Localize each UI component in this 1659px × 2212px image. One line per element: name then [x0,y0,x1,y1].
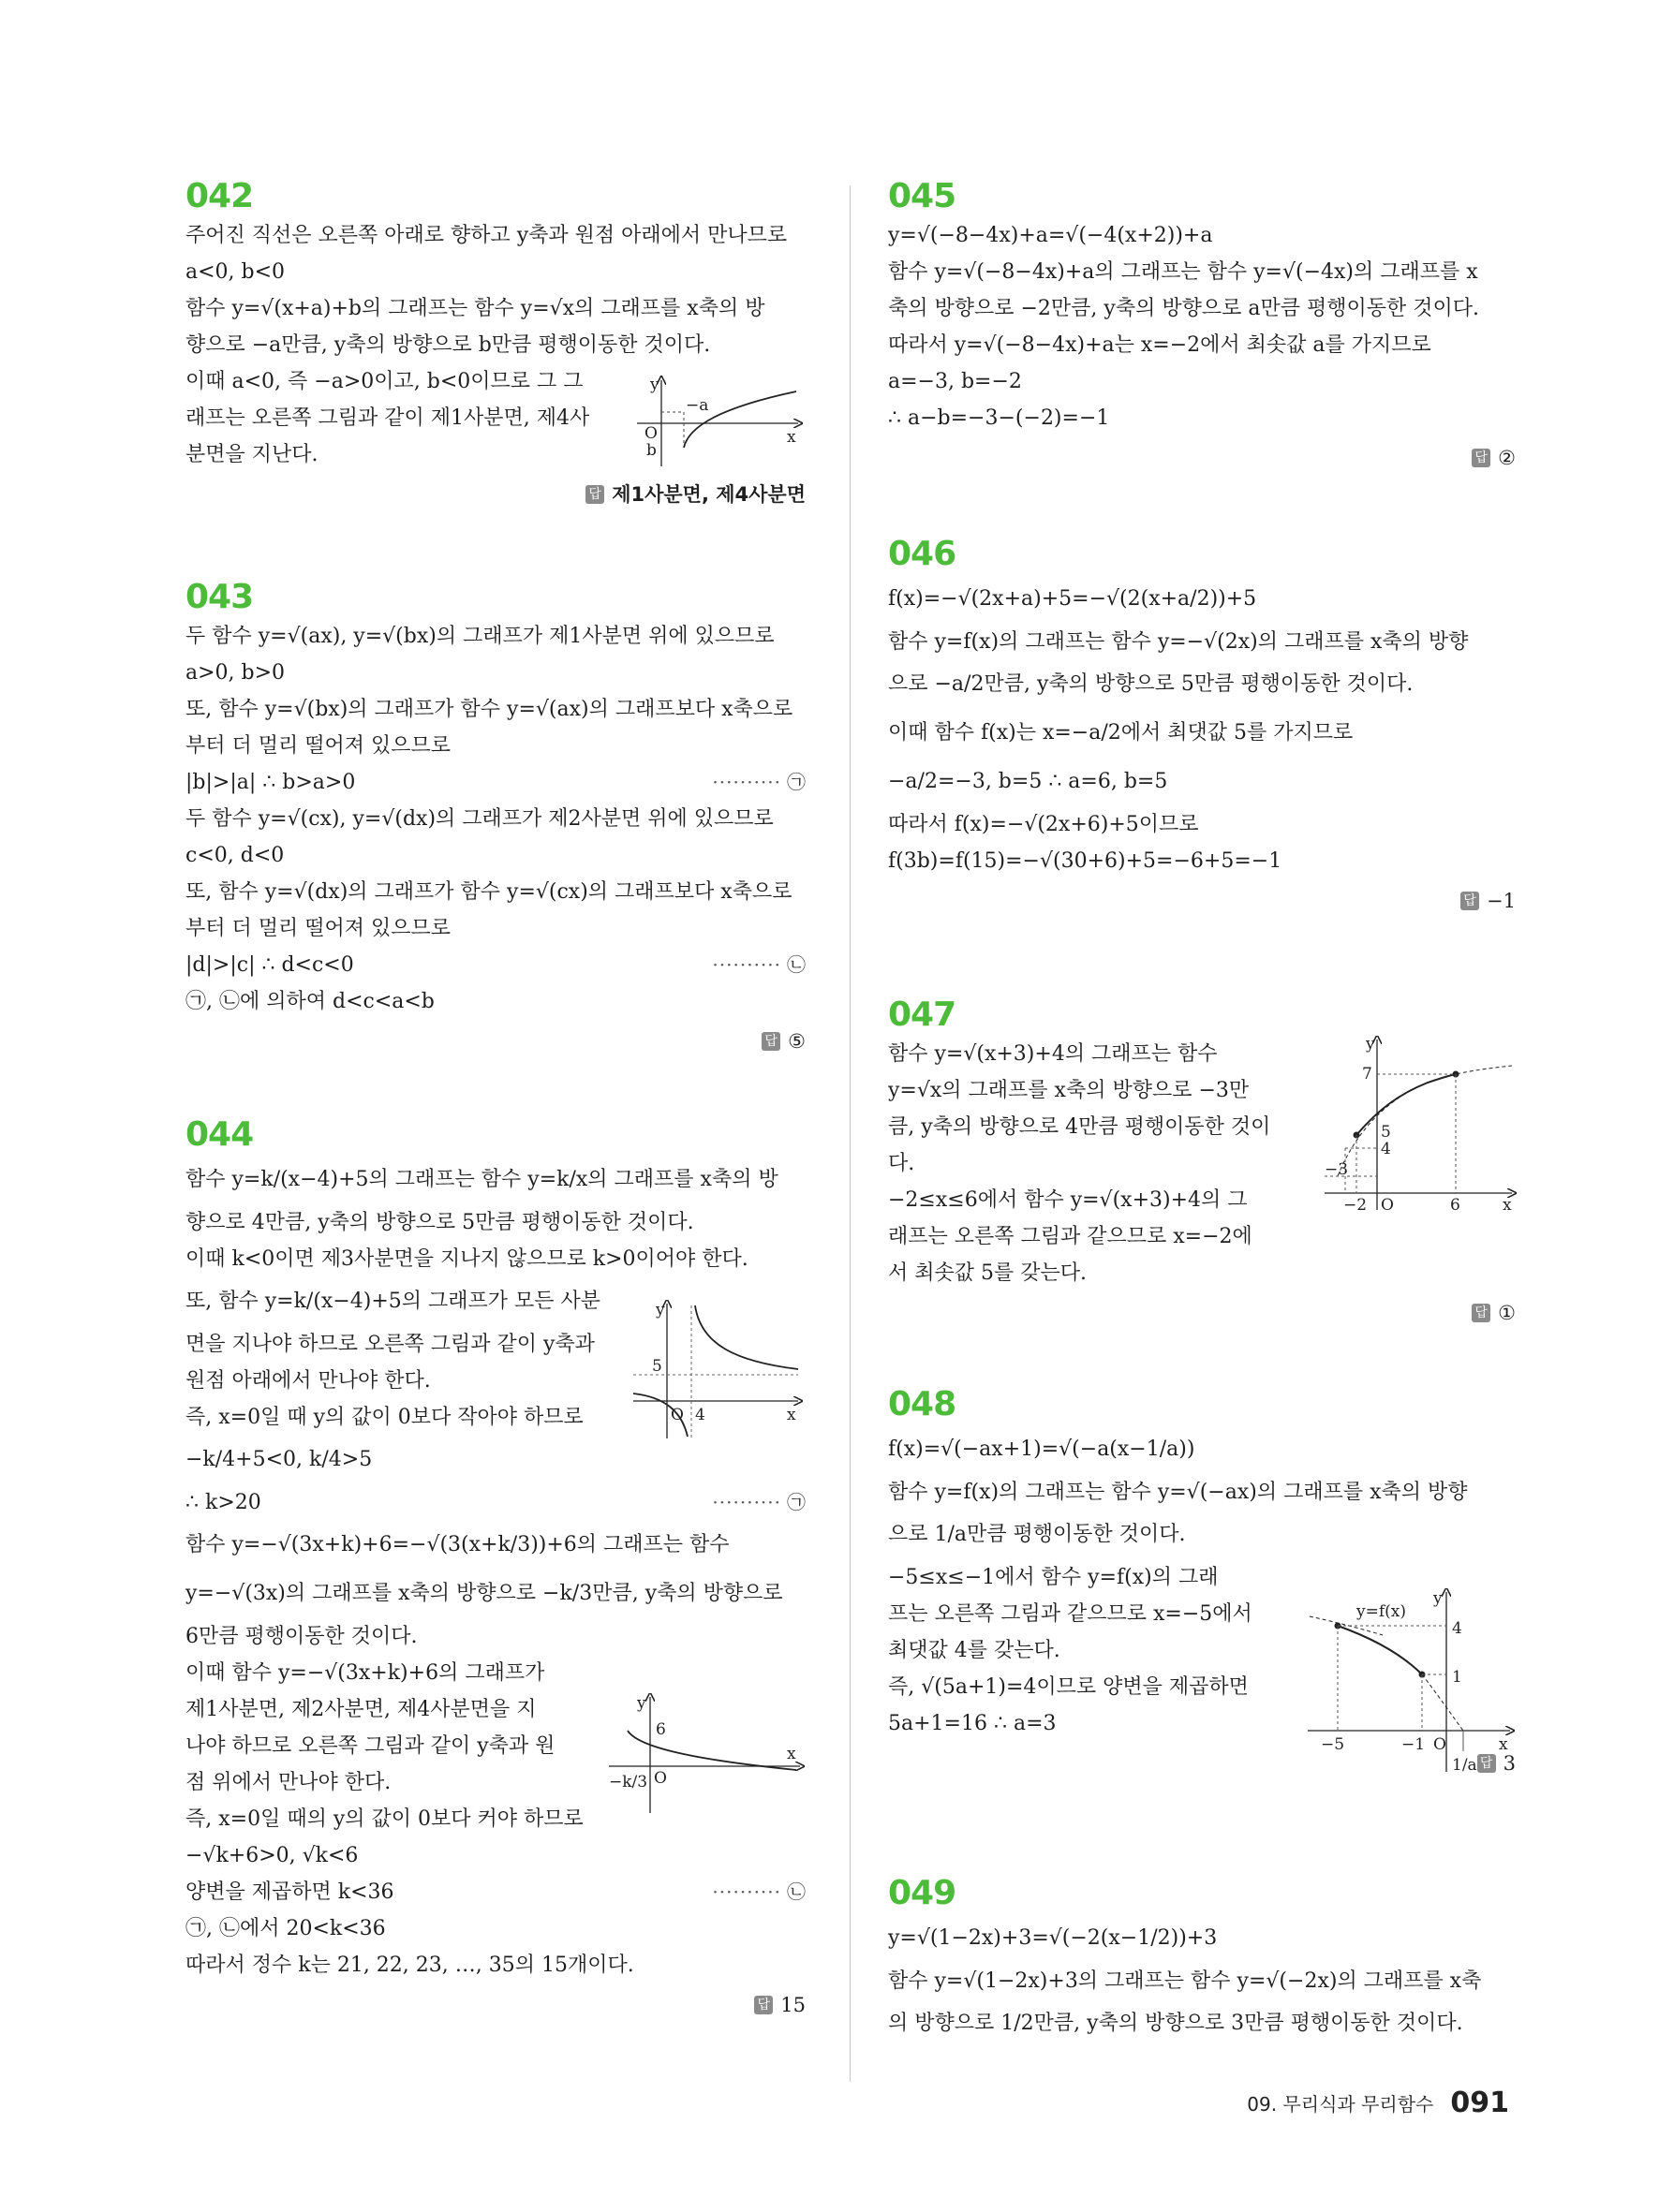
graph-048 [1308,1588,1516,1776]
answer-value: 3 [1503,1752,1516,1775]
text-line: ㉠, ㉡에 의하여 d<c<a<b [185,990,435,1013]
label-neg-k-over-3: −k/3 [609,1773,648,1792]
text-line: 즉, x=0일 때의 y의 값이 0보다 커야 하므로 [185,1807,584,1831]
problem-049 [888,1873,1516,2048]
text-line: y=√x의 그래프를 x축의 방향으로 −3만 [888,1079,1250,1102]
problem-047 [888,995,1516,1330]
text-line: ∴ k>20 [185,1491,261,1514]
text-line: 제1사분면, 제2사분면, 제4사분면을 지 [185,1698,537,1721]
label-1: 1 [1452,1668,1462,1687]
text-line: y=√(1−2x)+3=√(−2(x−1/2))+3 [888,1926,1218,1950]
problem-number: 046 [888,535,956,573]
text-line: 나야 하므로 오른쪽 그림과 같이 y축과 원 [185,1734,555,1758]
answer-value: ⑤ [788,1030,806,1053]
answer-icon: 답 [1460,892,1479,910]
text-line: f(x)=−√(2x+a)+5=−√(2(x+a/2))+5 [888,587,1257,611]
label-5: 5 [1381,1123,1391,1142]
answer-icon: 답 [585,485,604,504]
text-line: f(x)=√(−ax+1)=√(−a(x−1/a)) [888,1438,1195,1461]
text-line: 함수 y=f(x)의 그래프는 함수 y=√(−ax)의 그래프를 x축의 방향 [888,1481,1468,1504]
graph-044-sqrt [609,1693,806,1815]
text-line: 최댓값 4를 갖는다. [888,1639,1060,1662]
text-line: 면을 지나야 하므로 오른쪽 그림과 같이 y축과 [185,1333,595,1356]
axis-label-x: x [787,1745,796,1763]
axis-label-x: x [1499,1735,1508,1754]
answer-icon: 답 [1472,1304,1490,1322]
marker-label: ㉡ [787,1880,806,1903]
marker-label: ㉠ [787,1491,806,1513]
axis-label-y: y [637,1694,646,1713]
text-line: 따라서 정수 k는 21, 22, 23, …, 35의 15개이다. [185,1954,634,1977]
origin-label: O [1381,1196,1394,1214]
marker [712,1484,806,1521]
answer-value: −1 [1487,890,1516,912]
text-line: 이때 함수 y=−√(3x+k)+6의 그래프가 [185,1661,545,1685]
text-line-marked [185,1484,806,1521]
text-line: a<0, b<0 [185,260,286,284]
text-line: 즉, x=0일 때 y의 값이 0보다 작아야 하므로 [185,1406,584,1429]
axis-label-y: y [650,376,659,394]
page-footer [1247,2087,1509,2119]
text-line: 함수 y=f(x)의 그래프는 함수 y=−√(2x)의 그래프를 x축의 방향 [888,630,1469,654]
text-line: −2≤x≤6에서 함수 y=√(x+3)+4의 그 [888,1188,1248,1212]
text-line: 두 함수 y=√(ax), y=√(bx)의 그래프가 제1사분면 위에 있으므로 [185,625,775,648]
axis-label-y: y [656,1301,665,1320]
text-line: f(3b)=f(15)=−√(30+6)+5=−6+5=−1 [888,849,1282,873]
label-f-of-x: y=f(x) [1356,1602,1406,1621]
page-number: 091 [1450,2087,1509,2119]
text-line: 따라서 y=√(−8−4x)+a는 x=−2에서 최솟값 a를 가지므로 [888,333,1431,357]
text-line: 서 최솟값 5를 갖는다. [888,1261,1087,1285]
text-line: |b|>|a| ∴ b>a>0 [185,771,356,794]
text-line: −5≤x≤−1에서 함수 y=f(x)의 그래 [888,1566,1219,1589]
leader-dots: ·········· [712,771,781,793]
text-line: 향으로 −a만큼, y축의 방향으로 b만큼 평행이동한 것이다. [185,333,711,357]
problem-number: 043 [185,578,254,616]
marker [712,764,806,801]
answer-value: ① [1498,1302,1516,1324]
problem-number: 044 [185,1115,254,1154]
chapter-title: 09. 무리식과 무리함수 [1247,2093,1434,2116]
problem-number: 047 [888,995,956,1034]
text-line: 또, 함수 y=k/(x−4)+5의 그래프가 모든 사분 [185,1290,601,1313]
text-line: 양변을 제곱하면 k<36 [185,1880,394,1904]
label-neg5: −5 [1321,1735,1345,1754]
text-line: 큼, y축의 방향으로 4만큼 평행이동한 것이 [888,1115,1271,1139]
text-line: ∴ a−b=−3−(−2)=−1 [888,406,1110,430]
column-divider [850,185,851,2082]
answer-line [185,1024,806,1058]
answer-value: 제1사분면, 제4사분면 [612,483,806,506]
text-line: 이때 k<0이면 제3사분면을 지나지 않으므로 k>0이어야 한다. [185,1247,748,1271]
label-1-over-a: 1/a [1452,1756,1477,1775]
text-line: 따라서 f(x)=−√(2x+6)+5이므로 [888,813,1199,836]
answer-line [888,440,1516,475]
problem-048 [888,1384,1516,1780]
text-line: 의 방향으로 1/2만큼, y축의 방향으로 3만큼 평행이동한 것이다. [888,2012,1463,2035]
problem-number: 042 [185,177,254,215]
axis-label-x: x [787,428,796,447]
text-line: 5a+1=16 ∴ a=3 [888,1712,1057,1735]
answer-line [888,1295,1516,1330]
text-line: a>0, b>0 [185,661,286,685]
text-line: 다. [888,1152,915,1175]
marker-label: ㉠ [787,771,806,793]
leader-dots: ·········· [712,953,781,976]
answer-icon: 답 [762,1032,780,1051]
label-6: 6 [1450,1196,1460,1214]
text-line: 함수 y=√(−8−4x)+a의 그래프는 함수 y=√(−4x)의 그래프를 x [888,260,1478,284]
answer-value: ② [1498,447,1516,469]
text-line: 향으로 4만큼, y축의 방향으로 5만큼 평행이동한 것이다. [185,1211,694,1234]
problem-number: 048 [888,1385,956,1423]
label-neg3: −3 [1325,1160,1349,1179]
problem-042 [185,176,806,511]
text-line: −k/4+5<0, k/4>5 [185,1448,373,1471]
graph-047 [1325,1036,1518,1214]
leader-dots: ·········· [712,1880,781,1903]
text-line: 즉, √(5a+1)=4이므로 양변을 제곱하면 [888,1675,1249,1699]
problem-number: 045 [888,177,956,215]
text-line: 또, 함수 y=√(bx)의 그래프가 함수 y=√(ax)의 그래프보다 x축으로 [185,698,793,721]
origin-label: O [644,424,658,443]
text-line: ㉠, ㉡에서 20<k<36 [185,1917,386,1940]
text-line: 함수 y=−√(3x+k)+6=−√(3(x+k/3))+6의 그래프는 함수 [185,1533,730,1556]
text-line: 함수 y=√(1−2x)+3의 그래프는 함수 y=√(−2x)의 그래프를 x축 [888,1969,1482,1993]
curve-solid [1338,1626,1422,1674]
answer-line [185,1987,806,2022]
text-line: |d|>|c| ∴ d<c<0 [185,953,354,977]
text-line: 6만큼 평행이동한 것이다. [185,1625,418,1648]
answer-icon: 답 [1477,1754,1496,1773]
answer-icon: 답 [1472,449,1490,467]
label-neg1: −1 [1401,1735,1426,1754]
curve [628,1731,796,1770]
text-line: −√k+6>0, √k<6 [185,1844,359,1867]
text-line: 이때 a<0, 즉 −a>0이고, b<0이므로 그 그 [185,370,584,393]
problem-046 [888,534,1516,918]
axis-label-y: y [1433,1589,1443,1608]
label-neg-a: −a [686,396,709,415]
label-4: 4 [695,1406,705,1424]
text-line: 래프는 오른쪽 그림과 같으므로 x=−2에 [888,1225,1252,1248]
text-line: 두 함수 y=√(cx), y=√(dx)의 그래프가 제2사분면 위에 있으므로 [185,807,774,831]
text-line: y=√(−8−4x)+a=√(−4(x+2))+a [888,224,1213,247]
label-4: 4 [1381,1140,1391,1158]
graph-042 [637,375,806,468]
text-line: 또, 함수 y=√(dx)의 그래프가 함수 y=√(cx)의 그래프보다 x축으로 [185,880,792,904]
text-line: 으로 −a/2만큼, y축의 방향으로 5만큼 평행이동한 것이다. [888,672,1414,696]
problem-number: 049 [888,1874,956,1912]
answer-value: 15 [780,1994,806,2016]
marker [712,1874,806,1910]
label-4: 4 [1452,1619,1462,1638]
axis-label-x: x [787,1406,796,1424]
text-line: 주어진 직선은 오른쪽 아래로 향하고 y축과 원점 아래에서 만나므로 [185,224,788,247]
leader-dots: ·········· [712,1491,781,1513]
origin-label: O [1433,1735,1446,1754]
text-line: 함수 y=k/(x−4)+5의 그래프는 함수 y=k/x의 그래프를 x축의 방 [185,1168,778,1191]
text-line: 함수 y=√(x+a)+b의 그래프는 함수 y=√x의 그래프를 x축의 방 [185,297,765,320]
text-line: a=−3, b=−2 [888,370,1022,393]
answer-icon: 답 [754,1996,773,2014]
label-6: 6 [656,1720,666,1739]
text-line: 프는 오른쪽 그림과 같으므로 x=−5에서 [888,1602,1252,1626]
label-b: b [646,441,657,460]
axis-label-y: y [1366,1036,1375,1054]
problem-044 [185,1114,806,2022]
text-line-marked [185,764,806,801]
text-line-marked [185,1874,806,1910]
label-neg2: −2 [1343,1196,1368,1214]
text-line: y=−√(3x)의 그래프를 x축의 방향으로 −k/3만큼, y축의 방향으로 [185,1582,783,1605]
text-line: c<0, d<0 [185,844,285,867]
text-line: 부터 더 멀리 떨어져 있으므로 [185,917,451,940]
text-line: 이때 함수 f(x)는 x=−a/2에서 최댓값 5를 가지므로 [888,721,1354,745]
marker [712,947,806,983]
problem-045 [888,176,1516,475]
origin-label: O [654,1769,667,1788]
text-line: 분면을 지난다. [185,443,318,466]
text-line: 으로 1/a만큼 평행이동한 것이다. [888,1523,1186,1546]
label-7: 7 [1362,1065,1372,1084]
graph-044-hyperbola [633,1300,804,1440]
text-line-marked [185,947,806,983]
text-line: −a/2=−3, b=5 ∴ a=6, b=5 [888,770,1168,793]
text-line: 축의 방향으로 −2만큼, y축의 방향으로 a만큼 평행이동한 것이다. [888,297,1479,320]
text-line: 래프는 오른쪽 그림과 같이 제1사분면, 제4사 [185,406,590,430]
text-line: 함수 y=√(x+3)+4의 그래프는 함수 [888,1042,1218,1066]
text-line: 부터 더 멀리 떨어져 있으므로 [185,734,451,758]
problem-043 [185,577,806,1058]
text-line: 원점 아래에서 만나야 한다. [185,1369,431,1393]
answer-line [185,477,806,511]
answer-line [888,883,1516,918]
curve-right [695,1305,798,1369]
label-5: 5 [652,1357,662,1376]
axis-label-x: x [1503,1196,1512,1214]
origin-label: O [671,1406,684,1424]
text-line: 점 위에서 만나야 한다. [185,1771,392,1794]
marker-label: ㉡ [787,953,806,976]
